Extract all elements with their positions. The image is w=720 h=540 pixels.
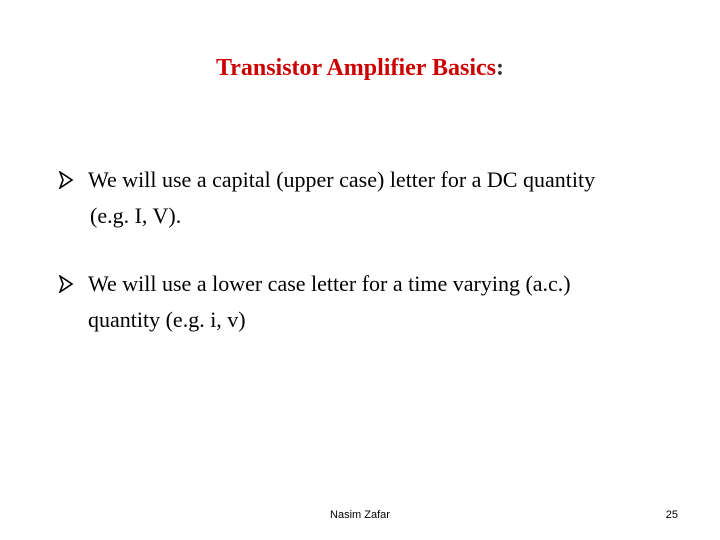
- slide-title-text: Transistor Amplifier Basics: [215, 55, 496, 81]
- bullet-line-1: We will use a lower case letter for a time varying (a.c.): [88, 271, 571, 296]
- slide-title-colon: :: [496, 55, 504, 81]
- bullet-line-2: (e.g. I, V).: [90, 203, 182, 228]
- bullet-line-1: We will use a capital (upper case) letter for a DC quantity: [88, 167, 596, 192]
- arrow-bullet-icon: [58, 275, 74, 293]
- slide-title: [0, 53, 720, 83]
- bullet-item-ac-quantity: [62, 266, 672, 338]
- footer-author: Nasim Zafar: [330, 509, 390, 521]
- bullet-item-dc-quantity: [62, 162, 672, 234]
- arrow-bullet-icon: [58, 171, 74, 189]
- bullet-line-2: quantity (e.g. i, v): [88, 307, 246, 332]
- page-number: 25: [665, 509, 678, 521]
